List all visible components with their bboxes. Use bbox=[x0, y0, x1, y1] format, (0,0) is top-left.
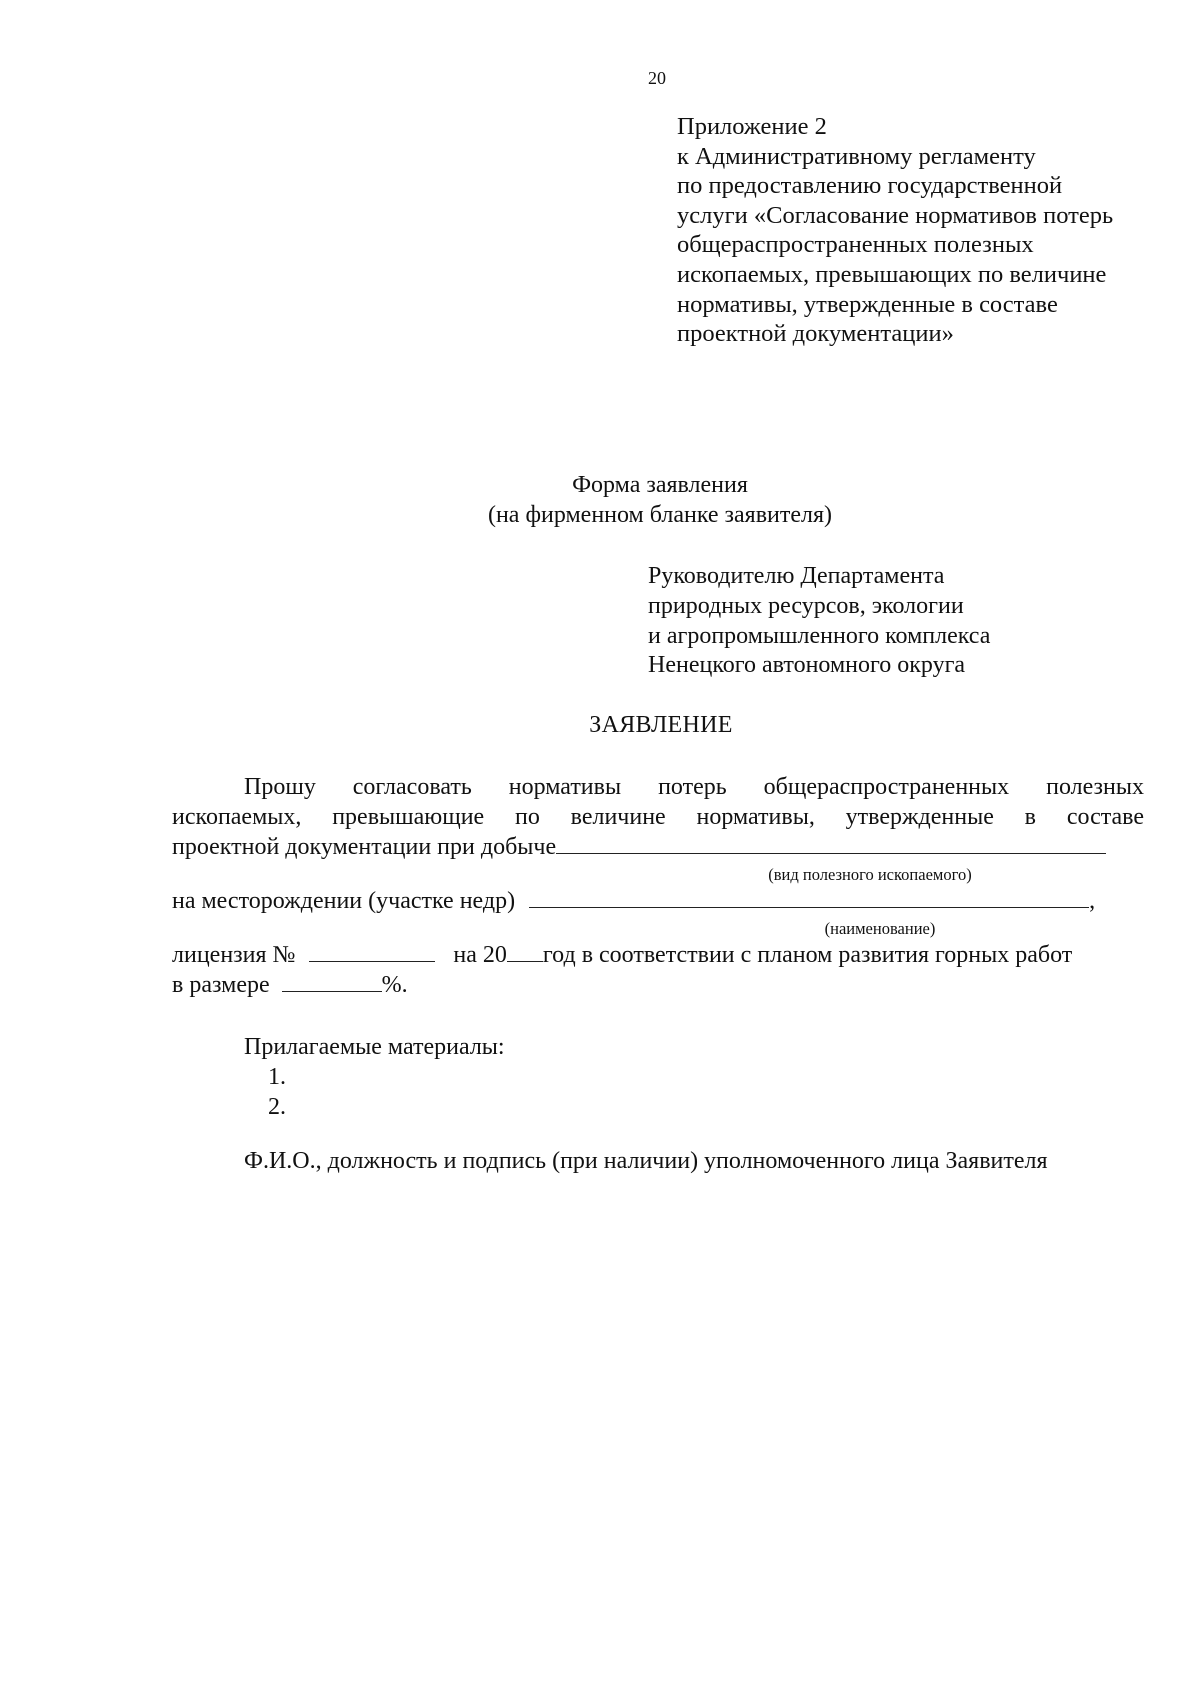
appendix-line: общераспространенных полезных bbox=[677, 231, 1034, 259]
license-number-field[interactable] bbox=[309, 961, 435, 962]
addressee-block bbox=[648, 562, 990, 681]
deposit-name-hint: (наименование) bbox=[824, 919, 936, 938]
year-suffix: год в соответствии с планом развития горных работ bbox=[542, 942, 1073, 968]
addressee-line: и агропромышленного комплекса bbox=[648, 622, 991, 649]
appendix-line: ископаемых, превышающих по величине bbox=[677, 260, 1107, 288]
deposit-line bbox=[172, 888, 1095, 915]
mineral-type-field[interactable] bbox=[556, 853, 1106, 854]
deposit-name-field[interactable] bbox=[529, 907, 1089, 908]
size-label: в размере bbox=[172, 972, 270, 998]
appendix-line: услуги «Согласование нормативов потерь bbox=[677, 201, 1114, 229]
signature-line: Ф.И.О., должность и подпись (при наличии) уполномоченного лица Заявителя bbox=[244, 1148, 1048, 1174]
mineral-type-hint: (вид полезного ископаемого) bbox=[768, 865, 972, 884]
attachment-item: 2. bbox=[268, 1094, 286, 1120]
year-field[interactable] bbox=[507, 961, 543, 962]
form-title: Форма заявления bbox=[572, 472, 748, 498]
appendix-line: нормативы, утвержденные в составе bbox=[677, 290, 1058, 318]
body-line-2: ископаемых, превышающие по величине нормативы, утвержденные в составе bbox=[172, 804, 1144, 830]
appendix-line: по предоставлению государственной bbox=[677, 172, 1063, 200]
attachment-item: 1. bbox=[268, 1064, 286, 1090]
appendix-line: к Административному регламенту bbox=[677, 142, 1036, 170]
appendix-header bbox=[677, 112, 1113, 349]
size-percent-field[interactable] bbox=[282, 991, 382, 992]
attachments-label: Прилагаемые материалы: bbox=[244, 1034, 505, 1060]
deposit-comma: , bbox=[1089, 888, 1096, 914]
appendix-line: Приложение 2 bbox=[677, 113, 827, 140]
license-line bbox=[172, 942, 1072, 969]
mining-text: проектной документации при добыче bbox=[172, 834, 557, 860]
deposit-label: на месторождении (участке недр) bbox=[172, 888, 516, 914]
body-line-1: Прошу согласовать нормативы потерь общераспространенных полезных bbox=[244, 774, 1144, 800]
percent-sign: %. bbox=[381, 972, 408, 998]
year-prefix: на 20 bbox=[453, 942, 507, 968]
form-subtitle: (на фирменном бланке заявителя) bbox=[487, 502, 833, 528]
page-number: 20 bbox=[648, 68, 666, 88]
addressee-line: Ненецкого автономного округа bbox=[648, 652, 966, 679]
license-label: лицензия № bbox=[172, 942, 296, 968]
addressee-line: природных ресурсов, экологии bbox=[648, 592, 964, 619]
document-heading: ЗАЯВЛЕНИЕ bbox=[589, 712, 733, 738]
addressee-line: Руководителю Департамента bbox=[648, 563, 945, 589]
appendix-line: проектной документации» bbox=[677, 320, 954, 348]
size-line bbox=[172, 972, 408, 999]
body-line-3 bbox=[172, 834, 1106, 861]
